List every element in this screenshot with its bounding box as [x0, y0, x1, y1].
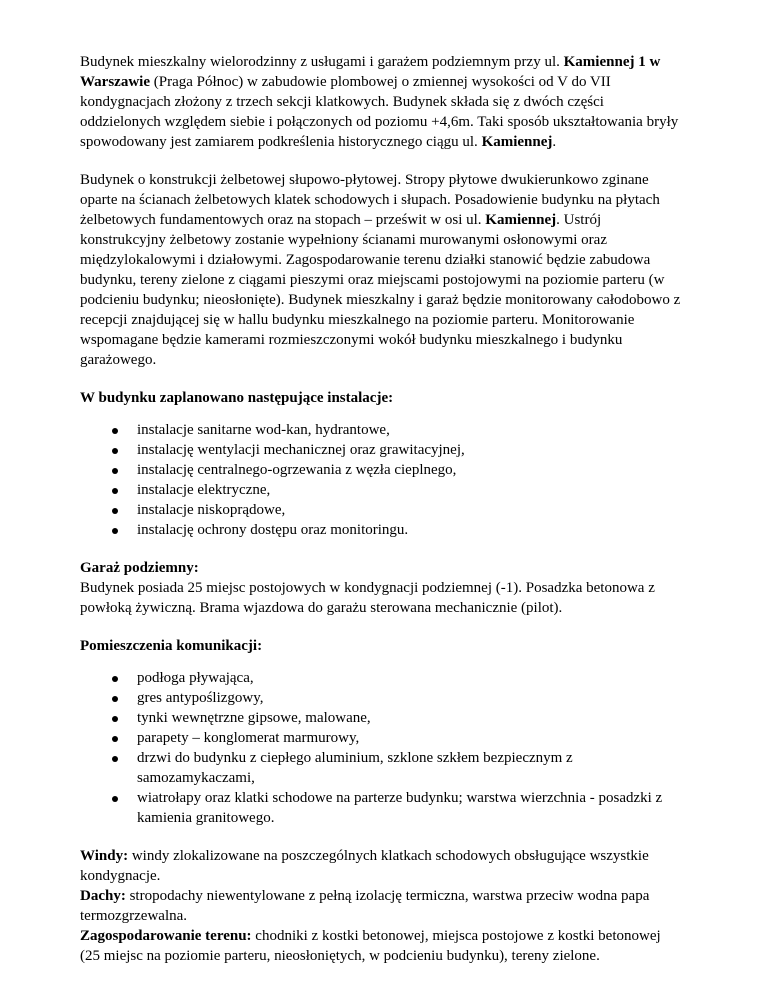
- list-item: [137, 440, 684, 460]
- list-item-text: instalację centralnego-ogrzewania z węzła cieplnego,: [137, 462, 457, 478]
- construction-text-1: Budynek o konstrukcji żelbetowej słupowo-płytowej. Stropy płytowe dwukierunkowo zginane oparte na ścianach żelbetowych klatek schodowych i słupach. Posadowienie budynku na płytach żelbetowych fundamentowych oraz na stopach – prześwit w osi ul.: [80, 172, 660, 228]
- bullet-icon: [112, 676, 118, 682]
- bullet-icon: [112, 696, 118, 702]
- land-label: Zagospodarowanie terenu:: [80, 928, 252, 944]
- list-item-text: instalacje elektryczne,: [137, 482, 271, 498]
- list-item-text: instalację ochrony dostępu oraz monitoringu.: [137, 522, 409, 538]
- list-item-text: drzwi do budynku z ciepłego aluminium, szklone szkłem bezpiecznym z samozamykaczami,: [137, 750, 573, 786]
- list-item-text: instalację wentylacji mechanicznej oraz grawitacyjnej,: [137, 442, 465, 458]
- list-item-text: wiatrołapy oraz klatki schodowe na parterze budynku; warstwa wierzchnia - posadzki z kamienia granitowego.: [137, 790, 663, 826]
- street-name-bold: Kamiennej: [481, 134, 553, 150]
- communication-list: [80, 668, 684, 828]
- land-text: chodniki z kostki betonowej, miejsca postojowe z kostki betonowej (25 miejsc na poziomie parteru, nieosłoniętych, w podcieniu budynku), tereny zielone.: [80, 928, 661, 964]
- lifts-line: [80, 846, 684, 886]
- bullet-icon: [112, 796, 118, 802]
- bullet-icon: [112, 528, 118, 534]
- list-item: [137, 788, 684, 828]
- bullet-icon: [112, 508, 118, 514]
- construction-text-2: . Ustrój konstrukcyjny żelbetowy zostanie wypełniony ścianami murowanymi osłonowymi oraz międzylokalowymi i działowymi. Zagospodarowanie terenu działki stanowić będzie zabudowa budynku, tereny zielone z ciągami pieszymi oraz miejscami postojowymi na poziomie parteru (w podcieniu budynku; nieosłonięte). Budynek mieszkalny i garaż będzie monitorowany całodobowo z recepcji znajdującej się w hallu budynku mieszkalnego na poziomie parteru. Monitorowanie wspomagane będzie kamerami rozmieszczonymi wokół budynku mieszkalnego i budynku garażowego.: [80, 212, 681, 368]
- bullet-icon: [112, 428, 118, 434]
- bullet-icon: [112, 756, 118, 762]
- bullet-icon: [112, 468, 118, 474]
- garage-heading: Garaż podziemny:: [80, 560, 199, 576]
- list-item: [137, 748, 684, 788]
- list-item-text: tynki wewnętrzne gipsowe, malowane,: [137, 710, 371, 726]
- intro-text-1: Budynek mieszkalny wielorodzinny z usługami i garażem podziemnym przy ul.: [80, 54, 564, 70]
- list-item-text: gres antypoślizgowy,: [137, 690, 264, 706]
- list-item-text: instalacje sanitarne wod-kan, hydrantowe,: [137, 422, 390, 438]
- intro-text-2: (Praga Północ) w zabudowie plombowej o zmiennej wysokości od V do VII kondygnacjach złożony z trzech sekcji klatkowych. Budynek składa się z dwóch części oddzielonych względem siebie i połączonych od poziomu +4,6m. Taki sposób ukształtowania bryły spowodowany jest zamiarem podkreślenia historycznego ciągu ul.: [80, 74, 679, 150]
- list-item: [137, 688, 684, 708]
- list-item: [137, 480, 684, 500]
- land-line: [80, 926, 684, 966]
- address-bold: Kamiennej 1 w Warszawie: [80, 54, 661, 90]
- street-name-bold: Kamiennej: [485, 212, 557, 228]
- intro-text-3: .: [552, 134, 557, 150]
- roofs-line: [80, 886, 684, 926]
- list-item: [137, 728, 684, 748]
- list-item-text: podłoga pływająca,: [137, 670, 254, 686]
- list-item: [137, 500, 684, 520]
- bullet-icon: [112, 736, 118, 742]
- bullet-icon: [112, 448, 118, 454]
- bullet-icon: [112, 488, 118, 494]
- list-item: [137, 420, 684, 440]
- roofs-text: stropodachy niewentylowane z pełną izolację termiczna, warstwa przeciw wodna papa termozgrzewalna.: [80, 888, 650, 924]
- list-item-text: parapety – konglomerat marmurowy,: [137, 730, 360, 746]
- installations-list: [80, 420, 684, 540]
- roofs-label: Dachy:: [80, 888, 126, 904]
- construction-paragraph: [80, 170, 684, 370]
- lifts-label: Windy:: [80, 848, 129, 864]
- garage-paragraph: Budynek posiada 25 miejsc postojowych w kondygnacji podziemnej (-1). Posadzka betonowa z powłoką żywiczną. Brama wjazdowa do garażu sterowana mechanicznie (pilot).: [80, 580, 655, 616]
- document-page: [80, 52, 684, 966]
- final-section: [80, 846, 684, 966]
- bullet-icon: [112, 716, 118, 722]
- list-item: [137, 520, 684, 540]
- list-item: [137, 708, 684, 728]
- list-item-text: instalacje niskoprądowe,: [137, 502, 286, 518]
- list-item: [137, 460, 684, 480]
- intro-paragraph: [80, 52, 684, 152]
- installations-heading: W budynku zaplanowano następujące instalacje:: [80, 390, 394, 406]
- communication-heading: Pomieszczenia komunikacji:: [80, 638, 263, 654]
- list-item: [137, 668, 684, 688]
- lifts-text: windy zlokalizowane na poszczególnych klatkach schodowych obsługujące wszystkie kondygnacje.: [80, 848, 649, 884]
